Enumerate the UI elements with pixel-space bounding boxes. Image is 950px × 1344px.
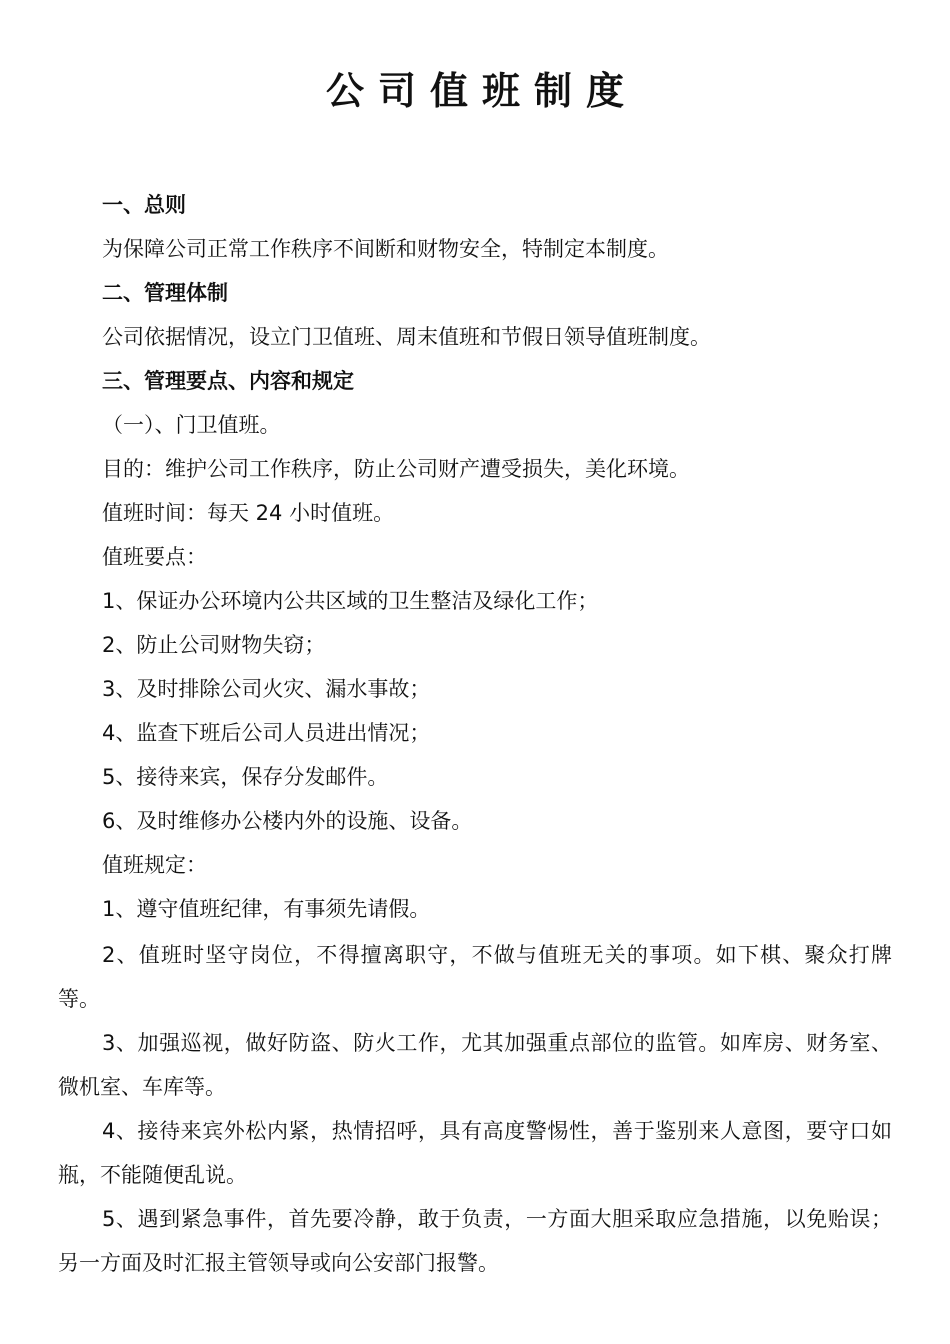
- duty-rules-label: 值班规定：: [102, 853, 207, 877]
- document-title: 公司值班制度: [325, 69, 638, 113]
- duty-point-item: 2、防止公司财物失窃；: [102, 633, 326, 657]
- duty-rule-item: 1、遵守值班纪律，有事须先请假。: [102, 897, 431, 921]
- section-heading-general: 一、总则: [102, 193, 186, 217]
- duty-time-text: 值班时间：每天 24 小时值班。: [102, 501, 395, 525]
- duty-point-item: 4、监查下班后公司人员进出情况；: [102, 721, 431, 745]
- management-text: 公司依据情况，设立门卫值班、周末值班和节假日领导值班制度。: [102, 325, 711, 349]
- guard-subheading: （一）、门卫值班。: [102, 413, 281, 437]
- duty-rule-item: 2、值班时坚守岗位，不得擅离职守，不做与值班无关的事项。如下棋、聚众打牌等。: [58, 943, 892, 1011]
- duty-rule-item: 3、加强巡视，做好防盗、防火工作，尤其加强重点部位的监管。如库房、财务室、微机室、车库等。: [58, 1031, 892, 1099]
- duty-point-item: 5、接待来宾，保存分发邮件。: [102, 765, 389, 789]
- general-text: 为保障公司正常工作秩序不间断和财物安全，特制定本制度。: [102, 237, 669, 261]
- duty-points-label: 值班要点：: [102, 545, 207, 569]
- purpose-text: 目的：维护公司工作秩序，防止公司财产遭受损失，美化环境。: [102, 457, 690, 481]
- duty-rule-item: 4、接待来宾外松内紧，热情招呼，具有高度警惕性，善于鉴别来人意图，要守口如瓶，不能随便乱说。: [58, 1119, 892, 1187]
- duty-point-item: 3、及时排除公司火灾、漏水事故；: [102, 677, 431, 701]
- section-heading-points: 三、管理要点、内容和规定: [102, 369, 354, 393]
- duty-point-item: 6、及时维修办公楼内外的设施、设备。: [102, 809, 473, 833]
- section-heading-management: 二、管理体制: [102, 281, 228, 305]
- duty-point-item: 1、保证办公环境内公共区域的卫生整洁及绿化工作；: [102, 589, 599, 613]
- duty-rule-item: 5、遇到紧急事件，首先要冷静，敢于负责，一方面大胆采取应急措施，以免贻误；另一方面及时汇报主管领导或向公安部门报警。: [58, 1207, 892, 1275]
